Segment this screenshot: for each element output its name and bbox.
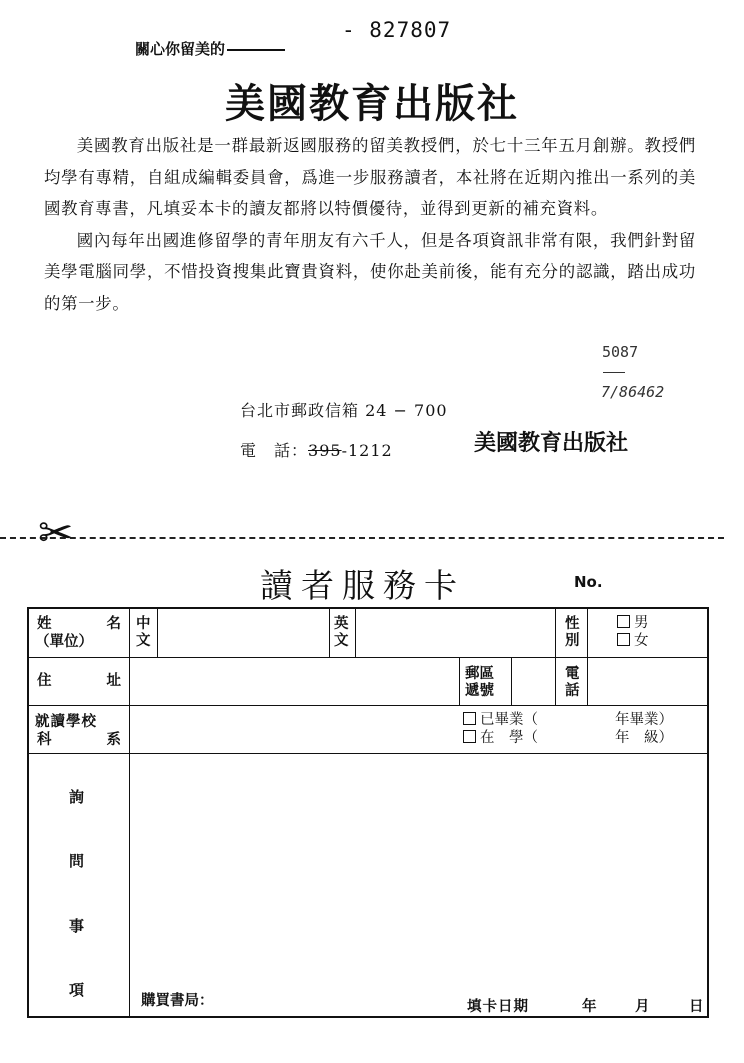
document-number: - 827807: [342, 18, 452, 42]
publisher-stamp: 美國教育出版社: [474, 431, 629, 456]
column-divider: [511, 657, 512, 705]
address-field[interactable]: [132, 659, 457, 703]
studying-checkbox[interactable]: [463, 730, 476, 743]
page-title: 美國教育出版社: [225, 81, 519, 127]
gender-female-option[interactable]: [617, 633, 649, 650]
graduated-label: 已畢業（: [480, 712, 538, 728]
male-label: 男: [634, 615, 649, 631]
unit-label: （單位）: [35, 633, 93, 650]
graduated-option[interactable]: [463, 712, 538, 729]
column-divider: [459, 657, 460, 705]
handwritten-dash: [603, 372, 625, 373]
handwritten-note-2: 7/86462: [601, 383, 665, 401]
column-divider: [129, 609, 130, 1018]
male-checkbox[interactable]: [617, 615, 630, 628]
card-number-label: No.: [574, 573, 603, 591]
mail-address: 台北市郵政信箱 24 − 700: [240, 401, 448, 420]
inquiry-field[interactable]: [132, 755, 708, 977]
studying-option[interactable]: [463, 730, 538, 747]
inquiry-char: 問: [69, 852, 85, 870]
bookstore-label: 購買書局：: [141, 992, 214, 1009]
row-divider: [29, 657, 707, 658]
year-label: 年: [582, 998, 597, 1015]
scissors-icon: ✂: [38, 508, 74, 557]
column-divider: [587, 609, 588, 705]
graduated-year-label: 年畢業）: [615, 712, 673, 728]
phone-field[interactable]: [589, 659, 707, 703]
phone-label: 電 話：: [240, 441, 309, 460]
inquiry-char: 事: [69, 917, 85, 935]
name-label-line1: 姓 名: [37, 615, 121, 632]
school-label: 就讀學校: [35, 713, 97, 730]
card-title: 讀者服務卡: [260, 566, 465, 605]
name-label: [37, 615, 121, 632]
bookstore-field[interactable]: [229, 987, 449, 1013]
department-label-text: 科 系: [37, 731, 121, 748]
zip-label: 郵區遞號: [465, 665, 494, 699]
cut-line: [0, 537, 724, 539]
reader-service-card: [27, 607, 709, 1018]
column-divider: [157, 609, 158, 657]
intro-paragraph-1: 美國教育出版社是一群最新返國服務的留美教授們，於七十三年五月創辦。教授們均學有專精，自組成編輯委員會，爲進一步服務讀者，本社將在近期內推出一系列的美國教育專書，凡填妥本卡的讀友都將以特價優待，並得到更新的補充資料。: [44, 136, 696, 218]
column-divider: [329, 609, 330, 657]
intro-paragraph-2: 國內每年出國進修留學的青年朋友有六千人，但是各項資訊非常有限，我們針對留美學電腦同學，不惜投資搜集此寶貴資料，使你赴美前後，能有充分的認識，踏出成功的第一步。: [44, 230, 696, 313]
column-divider: [355, 609, 356, 657]
chinese-name-label: 中文: [136, 615, 151, 649]
gender-male-option[interactable]: [617, 615, 649, 632]
date-label: 填卡日期: [467, 998, 529, 1015]
school-field[interactable]: [132, 707, 462, 751]
english-name-label: 英文: [334, 615, 349, 649]
phone-number: -1212: [341, 441, 393, 460]
address-label-text: 住 址: [37, 672, 121, 689]
graduated-checkbox[interactable]: [463, 712, 476, 725]
inquiry-char: 項: [69, 981, 85, 999]
chinese-name-field[interactable]: [159, 611, 327, 655]
handwritten-note-1: 5087: [602, 343, 639, 361]
phone-line: [240, 438, 393, 461]
department-label: [37, 731, 121, 748]
english-name-field[interactable]: [357, 611, 553, 655]
zip-field[interactable]: [513, 659, 553, 703]
phone-field-label: 電話: [565, 665, 580, 699]
row-divider: [29, 753, 707, 754]
tagline-rule: [227, 49, 285, 51]
tagline: [135, 38, 285, 59]
studying-label: 在 學（: [480, 730, 538, 746]
inquiry-char: 詢: [69, 788, 85, 806]
gender-label: 性別: [565, 615, 580, 649]
day-label: 日: [689, 998, 704, 1015]
female-label: 女: [634, 633, 649, 649]
phone-struck-prefix: 395: [308, 441, 342, 460]
tagline-text: 關心你留美的: [135, 40, 226, 58]
row-divider: [29, 705, 707, 706]
intro-text: [44, 130, 696, 319]
female-checkbox[interactable]: [617, 633, 630, 646]
month-label: 月: [635, 998, 650, 1015]
column-divider: [555, 609, 556, 705]
address-label: [37, 672, 121, 689]
studying-grade-label: 年 級）: [615, 730, 673, 746]
